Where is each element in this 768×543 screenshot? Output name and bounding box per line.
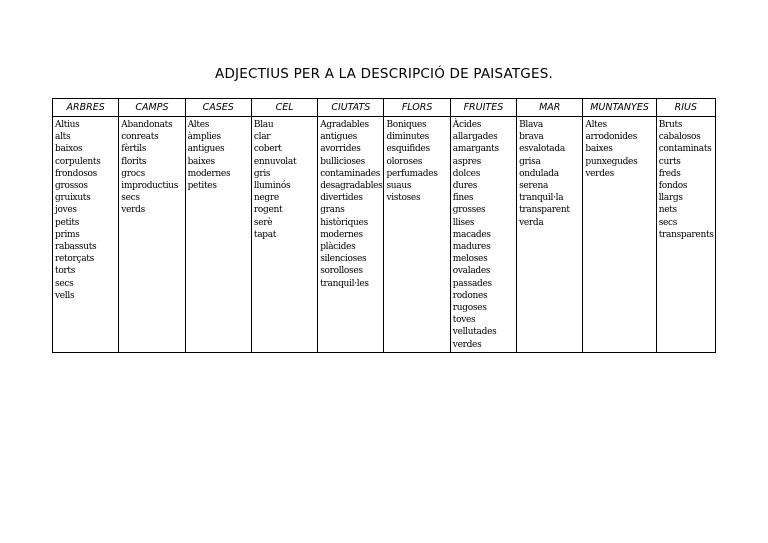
- adjective-word: oloroses: [386, 156, 423, 167]
- adjective-word: negre: [253, 193, 279, 204]
- adjective-word: Blau: [253, 120, 274, 130]
- adjective-word: grossos: [55, 181, 88, 192]
- adjective-word: grocs: [121, 168, 145, 179]
- adjective-word: gruixuts: [55, 193, 91, 204]
- adjective-word: clar: [253, 132, 271, 143]
- column-header-fruites: FRUITES: [450, 99, 516, 117]
- adjective-word: contaminades: [320, 168, 381, 179]
- adjective-word: grisa: [519, 156, 541, 167]
- adjective-word: tapat: [253, 229, 277, 240]
- adjective-word: aspres: [452, 156, 481, 167]
- adjective-word: llises: [452, 217, 475, 228]
- adjective-word: baixes: [187, 156, 215, 167]
- adjective-word: tranquil·la: [519, 193, 564, 204]
- adjective-word: lluminós: [253, 181, 291, 192]
- adjective-word: rugoses: [452, 303, 487, 314]
- adjective-word: històriques: [320, 217, 368, 228]
- header-row: [53, 99, 716, 117]
- adjective-word: curts: [658, 156, 681, 167]
- adjective-word: alts: [55, 132, 71, 143]
- adjective-word: meloses: [452, 254, 488, 265]
- adjective-word: rodones: [452, 290, 488, 301]
- adjective-word: petites: [187, 181, 217, 192]
- adjective-word: passades: [452, 278, 492, 289]
- adjective-word: Blava: [519, 120, 543, 130]
- adjective-word: perfumades: [386, 168, 438, 179]
- column-header-muntanyes: MUNTANYES: [583, 99, 656, 117]
- column-cell-cel: [251, 117, 317, 353]
- adjective-word: diminutes: [386, 132, 429, 143]
- adjective-word: prims: [55, 229, 80, 240]
- column-header-mar: MAR: [517, 99, 583, 117]
- adjective-word: Boniques: [386, 120, 427, 130]
- adjective-word: corpulents: [55, 156, 101, 167]
- adjective-word: Altes: [585, 120, 607, 130]
- adjective-word: contaminats: [658, 144, 712, 155]
- column-header-arbres: ARBRES: [53, 99, 119, 117]
- adjective-word: serena: [519, 181, 549, 192]
- adjective-word: joves: [55, 205, 77, 216]
- adjective-word: Altes: [187, 120, 210, 130]
- adjective-word: grans: [320, 205, 345, 216]
- adjective-word: secs: [121, 193, 140, 204]
- column-cell-ciutats: [318, 117, 384, 353]
- column-cell-arbres: [53, 117, 119, 353]
- adjective-word: torts: [55, 266, 76, 277]
- adjective-word: cabalosos: [658, 132, 701, 143]
- adjective-word: bullicioses: [320, 156, 365, 167]
- adjective-word: gris: [253, 168, 271, 179]
- adjective-word: toves: [452, 315, 476, 326]
- adjective-word: conreats: [121, 132, 159, 143]
- adjective-word: allargades: [452, 132, 498, 143]
- adjective-word: plàcides: [320, 242, 356, 253]
- adjective-word: llargs: [658, 193, 683, 204]
- adjective-word: transparents: [658, 229, 714, 240]
- adjective-word: improductius: [121, 181, 179, 192]
- adjective-word: antigues: [187, 144, 225, 155]
- adjective-word: punxegudes: [585, 156, 638, 167]
- column-cell-fruites: [450, 117, 516, 353]
- adjective-word: arrodonides: [585, 132, 638, 143]
- adjective-word: verds: [121, 205, 145, 216]
- page-title: ADJECTIUS PER A LA DESCRIPCIÓ DE PAISATGES.: [215, 66, 553, 82]
- adjective-word: baixos: [55, 144, 83, 155]
- adjective-word: fines: [452, 193, 474, 204]
- column-cell-mar: [517, 117, 583, 353]
- adjective-word: suaus: [386, 181, 412, 192]
- column-header-ciutats: CIUTATS: [318, 99, 384, 117]
- adjective-word: verdes: [452, 339, 482, 350]
- adjective-word: amargants: [452, 144, 499, 155]
- column-cell-camps: [119, 117, 185, 353]
- words-row: [53, 117, 716, 353]
- column-header-camps: CAMPS: [119, 99, 185, 117]
- adjective-word: frondosos: [55, 168, 97, 179]
- adjective-word: verdes: [585, 168, 614, 179]
- adjective-word: àmplies: [187, 132, 221, 143]
- adjective-word: fèrtils: [121, 144, 147, 155]
- adjective-word: baixes: [585, 144, 613, 155]
- adjective-word: ovalades: [452, 266, 491, 277]
- adjective-word: desagradables: [320, 181, 383, 192]
- adjective-word: verda: [519, 217, 544, 228]
- adjective-word: macades: [452, 229, 491, 240]
- adjective-word: retorçats: [55, 254, 94, 265]
- adjective-word: secs: [658, 217, 678, 228]
- adjective-word: brava: [519, 132, 544, 143]
- adjective-word: rabassuts: [55, 242, 97, 253]
- adjectives-table: [52, 98, 716, 353]
- adjective-word: Àcides: [452, 120, 482, 130]
- adjective-word: petits: [55, 217, 80, 228]
- adjective-word: dures: [452, 181, 478, 192]
- column-cell-rius: [656, 117, 715, 353]
- adjective-word: florits: [121, 156, 147, 167]
- adjective-word: dolces: [452, 168, 481, 179]
- adjective-word: rogent: [253, 205, 283, 216]
- adjective-word: ennuvolat: [253, 156, 297, 167]
- column-cell-muntanyes: [583, 117, 656, 353]
- adjective-word: nets: [658, 205, 677, 216]
- adjective-word: esvalotada: [519, 144, 565, 155]
- adjective-word: freds: [658, 168, 681, 179]
- adjective-word: antigues: [320, 132, 357, 143]
- adjective-word: ondulada: [519, 168, 559, 179]
- column-header-rius: RIUS: [656, 99, 715, 117]
- adjective-word: Altius: [55, 120, 80, 130]
- adjective-word: Abandonats: [121, 120, 173, 130]
- adjective-word: Agradables: [320, 120, 369, 130]
- adjective-word: transparent: [519, 205, 570, 216]
- adjective-word: silencioses: [320, 254, 367, 265]
- column-cell-flors: [384, 117, 450, 353]
- adjective-word: Bruts: [658, 120, 683, 130]
- adjective-word: vells: [55, 290, 75, 301]
- adjective-word: esquifides: [386, 144, 430, 155]
- adjective-word: madures: [452, 242, 491, 253]
- column-header-flors: FLORS: [384, 99, 450, 117]
- adjective-word: sorolloses: [320, 266, 363, 277]
- column-header-cel: CEL: [251, 99, 317, 117]
- adjective-word: vistoses: [386, 193, 421, 204]
- adjective-word: modernes: [187, 168, 231, 179]
- adjective-word: modernes: [320, 229, 363, 240]
- adjective-word: divertides: [320, 193, 363, 204]
- adjective-word: avorrides: [320, 144, 361, 155]
- adjective-word: tranquil·les: [320, 278, 369, 289]
- adjective-word: vellutades: [452, 327, 497, 338]
- adjective-word: secs: [55, 278, 74, 289]
- adjective-word: grosses: [452, 205, 486, 216]
- adjective-word: fondos: [658, 181, 688, 192]
- column-header-cases: CASES: [185, 99, 251, 117]
- adjective-word: cobert: [253, 144, 282, 155]
- column-cell-cases: [185, 117, 251, 353]
- adjective-word: serè: [253, 217, 273, 228]
